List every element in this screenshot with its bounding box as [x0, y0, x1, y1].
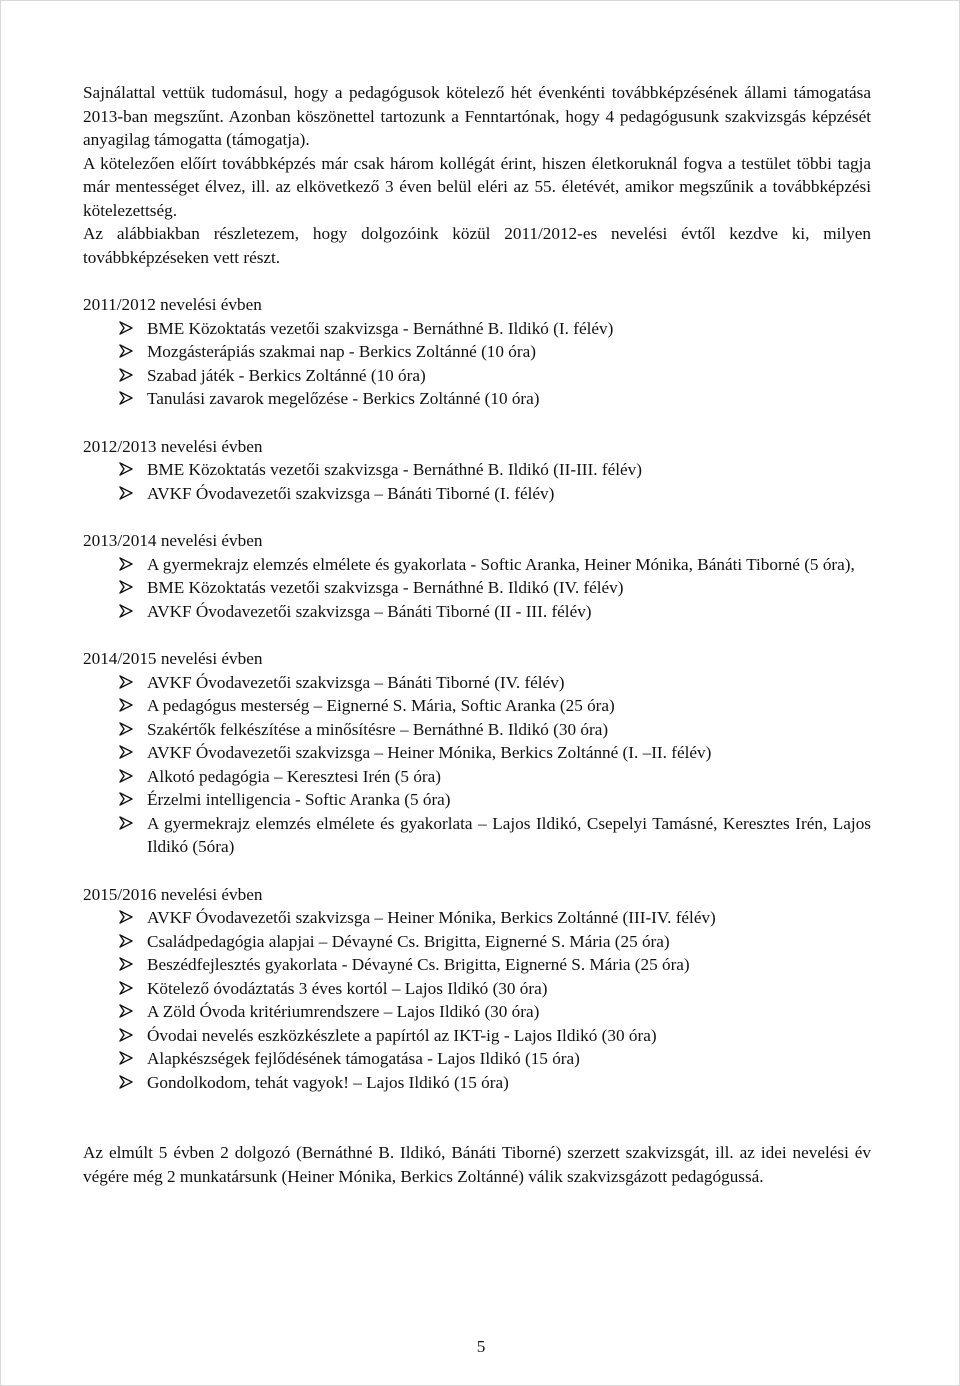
- list-item-text: Mozgásterápiás szakmai nap - Berkics Zoltánné (10 óra): [147, 342, 536, 361]
- intro-paragraph-1: Sajnálattal vettük tudomásul, hogy a pedagógusok kötelező hét évenkénti továbbképzésének állami támogatása 2013-ban megszűnt. Azonban köszönettel tartozunk a Fenntartónak, hogy 4 pedagógusunk szakvizsgás képzését anyagilag támogatta (támogatja).: [83, 83, 871, 149]
- training-list: [83, 317, 871, 411]
- list-item: [83, 482, 871, 506]
- list-item: [83, 930, 871, 954]
- list-item-text: Alkotó pedagógia – Keresztesi Irén (5 óra): [147, 766, 441, 786]
- section-title: 2011/2012 nevelési évben: [83, 295, 262, 314]
- arrowhead-bullet-icon: [119, 1051, 133, 1065]
- list-item: [83, 671, 871, 695]
- list-item: [83, 906, 871, 930]
- list-item: [83, 1024, 871, 1048]
- list-item-text: BME Közoktatás vezetői szakvizsga - Bernáthné B. Ildikó (IV. félév): [147, 578, 624, 597]
- list-item-text: Szabad játék - Berkics Zoltánné (10 óra): [147, 365, 426, 385]
- list-item-text: Beszédfejlesztés gyakorlata - Dévayné Cs. Brigitta, Eignerné S. Mária (25 óra): [147, 955, 690, 974]
- arrowhead-bullet-icon: [119, 957, 133, 971]
- list-item-text: AVKF Óvodavezetői szakvizsga – Heiner Mónika, Berkics Zoltánné (I. –II. félév): [147, 743, 712, 762]
- section-2015-2016: [83, 883, 871, 1095]
- list-item-text: BME Közoktatás vezetői szakvizsga - Bernáthné B. Ildikó (I. félév): [147, 318, 614, 338]
- intro-paragraph-3: Az alábbiakban részletezem, hogy dolgozóink közül 2011/2012-es nevelési évtől kezdve ki, milyen továbbképzéseken vett részt.: [83, 224, 871, 267]
- section-2012-2013: [83, 435, 871, 506]
- arrowhead-bullet-icon: [119, 557, 133, 571]
- section-title: 2012/2013 nevelési évben: [83, 436, 263, 456]
- list-item: [83, 788, 871, 812]
- section-title: 2014/2015 nevelési évben: [83, 649, 263, 668]
- arrowhead-bullet-icon: [119, 745, 133, 759]
- arrowhead-bullet-icon: [119, 910, 133, 924]
- list-item: [83, 1047, 871, 1071]
- list-item: [83, 340, 871, 364]
- list-item-text: AVKF Óvodavezetői szakvizsga – Heiner Mónika, Berkics Zoltánné (III-IV. félév): [147, 908, 716, 927]
- arrowhead-bullet-icon: [119, 368, 133, 382]
- section-2014-2015: [83, 647, 871, 859]
- list-item-text: Kötelező óvodáztatás 3 éves kortól – Lajos Ildikó (30 óra): [147, 978, 548, 998]
- training-list: [83, 458, 871, 505]
- list-item: [83, 718, 871, 742]
- list-item-text: Óvodai nevelés eszközkészlete a papírtól az IKT-ig - Lajos Ildikó (30 óra): [147, 1025, 657, 1045]
- page-number: 5: [476, 1337, 486, 1356]
- arrowhead-bullet-icon: [119, 604, 133, 618]
- arrowhead-bullet-icon: [119, 816, 133, 830]
- arrowhead-bullet-icon: [119, 580, 133, 594]
- list-item-text: AVKF Óvodavezetői szakvizsga – Bánáti Tiborné (IV. félév): [147, 672, 565, 692]
- arrowhead-bullet-icon: [119, 321, 133, 335]
- list-item: [83, 977, 871, 1001]
- list-item: [83, 600, 871, 624]
- list-item-text: A gyermekrajz elemzés elmélete és gyakorlata – Lajos Ildikó, Csepelyi Tamásné, Keresztes Irén, Lajos Ildikó (5óra): [147, 813, 871, 856]
- closing-paragraph: Az elmúlt 5 évben 2 dolgozó (Bernáthné B. Ildikó, Bánáti Tiborné) szerzett szakvizsgát, ill. az idei nevelési év végére még 2 munkatársunk (Heiner Mónika, Berkics Zoltánné) válik szakvizsgázott pedagógussá.: [83, 1143, 871, 1186]
- list-item: [83, 765, 871, 789]
- section-title: 2015/2016 nevelési évben: [83, 884, 263, 904]
- list-item-text: A gyermekrajz elemzés elmélete és gyakorlata - Softic Aranka, Heiner Mónika, Bánáti Tiborné (5 óra),: [147, 554, 855, 574]
- arrowhead-bullet-icon: [119, 391, 133, 405]
- arrowhead-bullet-icon: [119, 769, 133, 783]
- list-item-text: BME Közoktatás vezetői szakvizsga - Bernáthné B. Ildikó (II-III. félév): [147, 460, 642, 479]
- section-title: 2013/2014 nevelési évben: [83, 531, 263, 550]
- arrowhead-bullet-icon: [119, 462, 133, 476]
- list-item: [83, 1071, 871, 1095]
- list-item-text: Alapkészségek fejlődésének támogatása - Lajos Ildikó (15 óra): [147, 1049, 580, 1068]
- arrowhead-bullet-icon: [119, 344, 133, 358]
- list-item: [83, 812, 871, 859]
- list-item-text: A pedagógus mesterség – Eignerné S. Mária, Softic Aranka (25 óra): [147, 696, 615, 715]
- arrowhead-bullet-icon: [119, 1075, 133, 1089]
- arrowhead-bullet-icon: [119, 792, 133, 806]
- arrowhead-bullet-icon: [119, 486, 133, 500]
- list-item: [83, 458, 871, 482]
- list-item: [83, 553, 871, 577]
- arrowhead-bullet-icon: [119, 698, 133, 712]
- intro-paragraphs: [83, 81, 871, 269]
- list-item-text: Családpedagógia alapjai – Dévayné Cs. Brigitta, Eignerné S. Mária (25 óra): [147, 931, 670, 951]
- arrowhead-bullet-icon: [119, 722, 133, 736]
- training-list: [83, 553, 871, 624]
- list-item-text: Érzelmi intelligencia - Softic Aranka (5 óra): [147, 790, 451, 809]
- arrowhead-bullet-icon: [119, 1004, 133, 1018]
- list-item: [83, 953, 871, 977]
- list-item-text: AVKF Óvodavezetői szakvizsga – Bánáti Tiborné (I. félév): [147, 483, 555, 503]
- page-content: [83, 81, 871, 1188]
- list-item: [83, 694, 871, 718]
- arrowhead-bullet-icon: [119, 1028, 133, 1042]
- list-item-text: Gondolkodom, tehát vagyok! – Lajos Ildikó (15 óra): [147, 1072, 509, 1092]
- intro-paragraph-2: A kötelezően előírt továbbképzés már csak három kollégát érint, hiszen életkoruknál fogva a testület többi tagja már mentességet élvez, ill. az elkövetkező 3 éven belül eléri az 55. életévét, amikor megszűnik a továbbképzési kötelezettség.: [83, 153, 871, 220]
- section-2013-2014: [83, 529, 871, 623]
- arrowhead-bullet-icon: [119, 675, 133, 689]
- arrowhead-bullet-icon: [119, 934, 133, 948]
- list-item-text: A Zöld Óvoda kritériumrendszere – Lajos Ildikó (30 óra): [147, 1002, 540, 1021]
- list-item: [83, 364, 871, 388]
- list-item-text: AVKF Óvodavezetői szakvizsga – Bánáti Tiborné (II - III. félév): [147, 601, 592, 621]
- list-item-text: Tanulási zavarok megelőzése - Berkics Zoltánné (10 óra): [147, 389, 540, 408]
- list-item: [83, 1000, 871, 1024]
- list-item: [83, 741, 871, 765]
- list-item-text: Szakértők felkészítése a minősítésre – Bernáthné B. Ildikó (30 óra): [147, 719, 609, 739]
- list-item: [83, 317, 871, 341]
- training-list: [83, 906, 871, 1094]
- list-item: [83, 576, 871, 600]
- list-item: [83, 387, 871, 411]
- arrowhead-bullet-icon: [119, 981, 133, 995]
- section-2011-2012: [83, 293, 871, 411]
- training-list: [83, 671, 871, 859]
